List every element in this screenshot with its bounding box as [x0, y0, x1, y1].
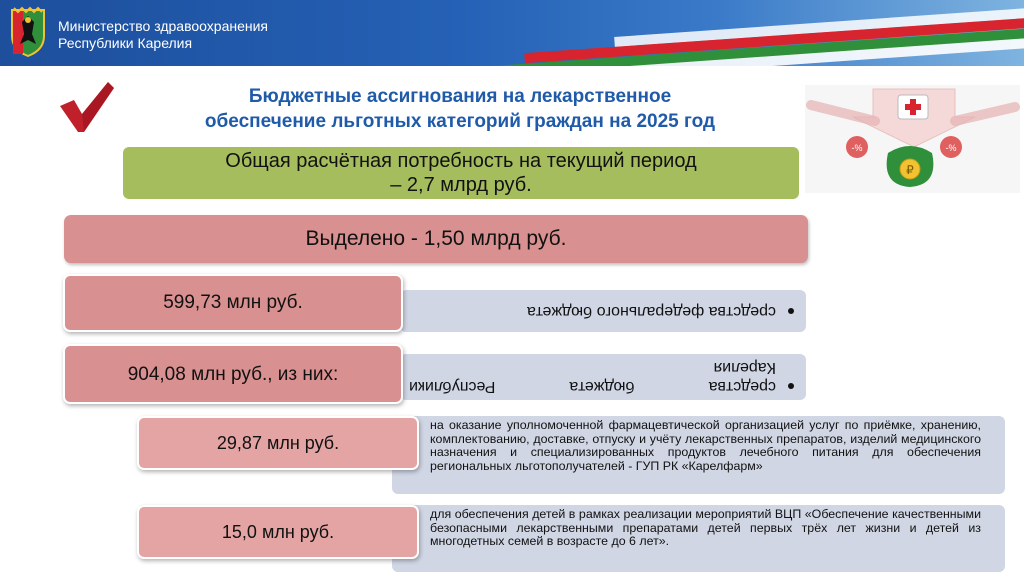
republic-budget-label-line-2: Карелия [713, 359, 776, 376]
discount-badge-left-label: -% [851, 143, 863, 153]
discount-badge-right-label: -% [945, 143, 957, 153]
ruble-coin-symbol: ₽ [906, 163, 914, 177]
ministry-line-2: Республики Карелия [58, 35, 193, 51]
bullet-dot [788, 383, 794, 389]
bullet-dot [788, 308, 794, 314]
federal-budget-panel [400, 290, 806, 332]
total-need-line-2: – 2,7 млрд руб. [390, 174, 532, 196]
allocated-box: Выделено - 1,50 млрд руб. [64, 215, 808, 263]
karelfarm-services-amount: 29,87 млн руб. [137, 416, 419, 470]
title-line-2: обеспечение льготных категорий граждан на 2025 год [204, 111, 716, 132]
total-need-box [123, 147, 799, 199]
ministry-line-1: Министерство здравоохранения [58, 18, 268, 34]
children-program-panel [392, 505, 1005, 572]
children-program-text: для обеспечения детей в рамках реализации мероприятий ВЦП «Обеспечение качественными безопасными лекарственными препаратами детей первых трёх лет жизни и детей из многодетных семей в возрасте до 6 лет». [430, 507, 981, 549]
karelfarm-services-text: на оказание уполномоченной фармацевтической организацией услуг по приёмке, хранению, комплектованию, доставке, отпуску и учёту лекарственных препаратов, изделий медицинского назначения и специализированных продуктов лечебного питания для обеспечения региональных льготополучателей - ГУП РК «Карелфарм» [430, 418, 981, 473]
republic-budget-amount: 904,08 млн руб., из них: [63, 344, 403, 404]
medicine-budget-illustration [805, 85, 1020, 193]
federal-budget-amount: 599,73 млн руб. [63, 274, 403, 332]
header-banner [0, 0, 1024, 66]
total-need-line-1: Общая расчётная потребность на текущий период [225, 150, 697, 172]
karelfarm-services-panel [392, 416, 1005, 494]
title-line-1: Бюджетные ассигнования на лекарственное [248, 86, 672, 107]
children-program-amount: 15,0 млн руб. [137, 505, 419, 559]
page-title [130, 84, 790, 134]
ministry-name [58, 18, 268, 52]
checkmark-icon [58, 80, 116, 136]
coat-of-arms-icon [8, 6, 48, 58]
republic-budget-panel [400, 354, 806, 400]
republic-budget-label-line-1: средства бюджета Республики [409, 377, 794, 395]
federal-budget-label: средства федерального бюджета [527, 302, 794, 320]
